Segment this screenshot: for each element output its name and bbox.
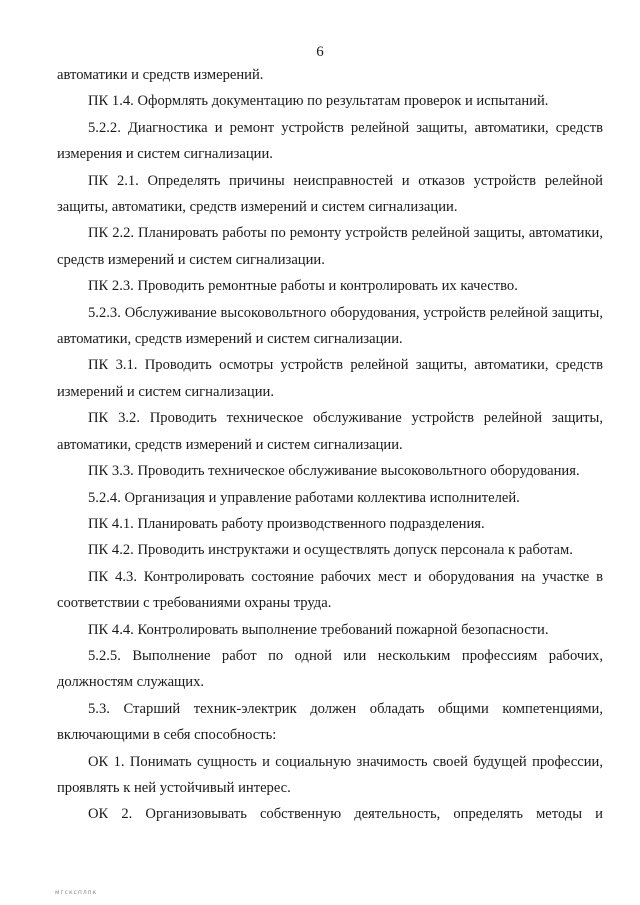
paragraph: 5.2.5. Выполнение работ по одной или нескольким профессиям рабочих, должностям служащих.: [57, 647, 603, 691]
paragraph: автоматики и средств измерений.: [57, 67, 264, 83]
paragraph: ПК 2.3. Проводить ремонтные работы и контролировать их качество.: [88, 278, 518, 295]
paragraph: ПК 3.1. Проводить осмотры устройств релейной защиты, автоматики, средств измерений и систем сигнализации.: [57, 357, 603, 400]
paragraph: 5.2.3. Обслуживание высоковольтного оборудования, устройств релейной защиты, автоматики, средств измерений и систем сигнализации.: [57, 304, 603, 348]
paragraph: ПК 4.4. Контролировать выполнение требований пожарной безопасности.: [88, 621, 549, 638]
paragraph: ПК 4.2. Проводить инструктажи и осуществлять допуск персонала к работам.: [88, 542, 573, 559]
paragraph: ПК 3.3. Проводить техническое обслуживание высоковольтного оборудования.: [88, 463, 580, 480]
paragraph: 5.3. Старший техник-электрик должен обладать общими компетенциями, включающими в себя способность:: [57, 700, 603, 744]
document-body: [57, 62, 603, 828]
page-number: 6: [316, 44, 324, 60]
paragraph: ПК 4.3. Контролировать состояние рабочих мест и оборудования на участке в соответствии с требованиями охраны труда.: [57, 568, 603, 612]
paragraph: ПК 2.1. Определять причины неисправностей и отказов устройств релейной защиты, автоматики, средств измерений и систем сигнализации.: [57, 172, 603, 216]
footer-stamp: мгсксплпк: [55, 889, 98, 896]
paragraph: ОК 2. Организовывать собственную деятельность, определять методы и: [88, 806, 603, 823]
paragraph: ПК 2.2. Планировать работы по ремонту устройств релейной защиты, автоматики, средств измерений и систем сигнализации.: [57, 225, 603, 268]
paragraph: ПК 1.4. Оформлять документацию по результатам проверок и испытаний.: [88, 93, 549, 110]
paragraph: 5.2.4. Организация и управление работами коллектива исполнителей.: [88, 489, 520, 506]
paragraph: ОК 1. Понимать сущность и социальную значимость своей будущей профессии, проявлять к ней устойчивый интерес.: [57, 753, 603, 796]
paragraph: ПК 3.2. Проводить техническое обслуживание устройств релейной защиты, автоматики, средств измерений и систем сигнализации.: [57, 410, 603, 453]
paragraph: 5.2.2. Диагностика и ремонт устройств релейной защиты, автоматики, средств измерения и систем сигнализации.: [57, 119, 603, 163]
paragraph: ПК 4.1. Планировать работу производственного подразделения.: [88, 515, 485, 532]
